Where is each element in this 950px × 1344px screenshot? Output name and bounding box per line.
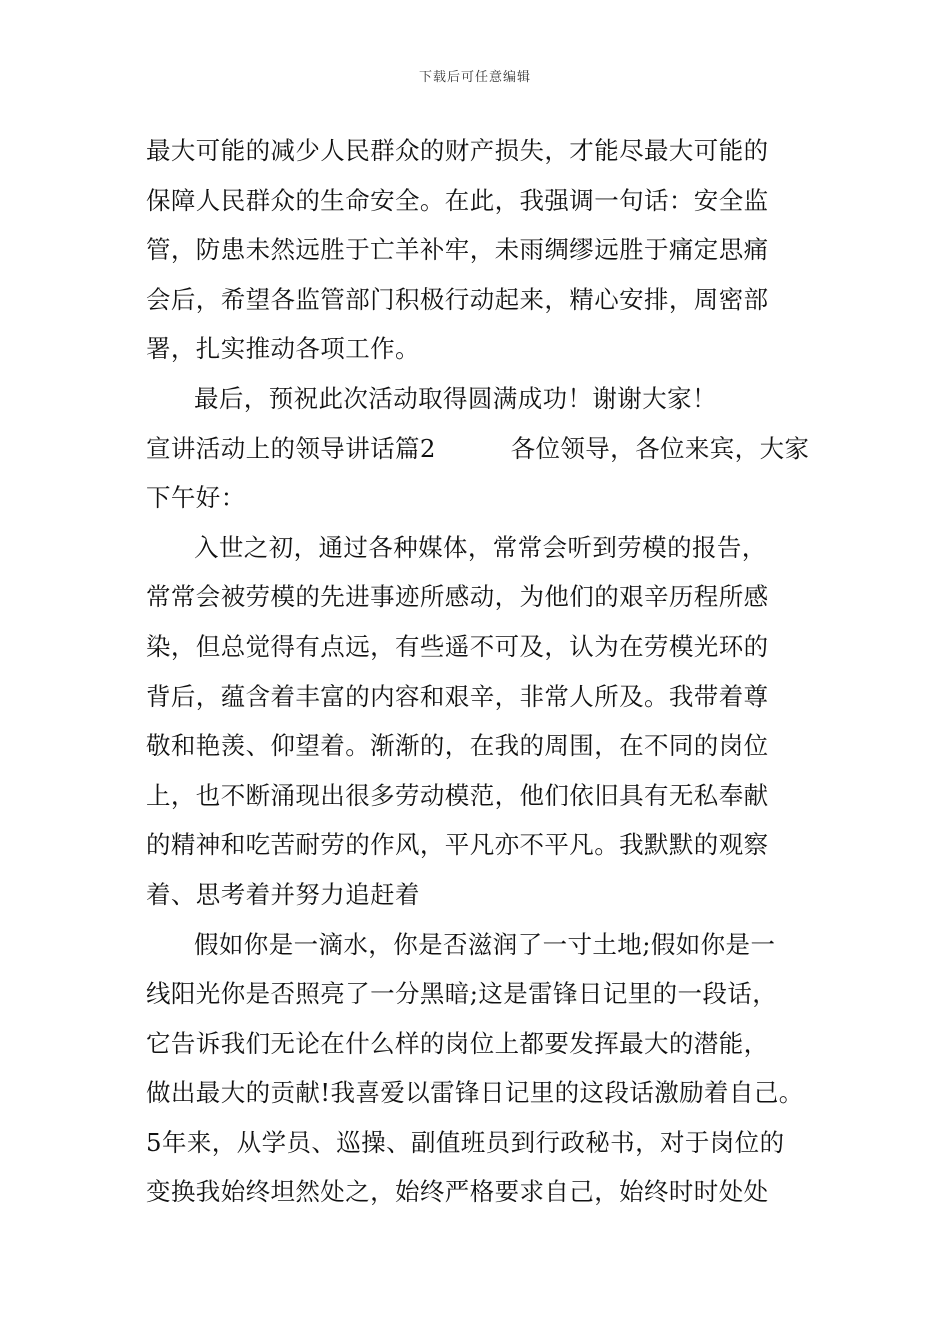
- body-line: 会后，希望各监管部门积极行动起来，精心安排，周密部: [146, 284, 769, 314]
- document-body: [146, 126, 826, 1217]
- body-line: 着、思考着并努力追赶着: [146, 879, 420, 909]
- body-line: 下午好：: [146, 483, 246, 513]
- body-line: 保障人民群众的生命安全。在此，我强调一句话：安全监: [146, 185, 769, 215]
- body-line: 入世之初，通过各种媒体，常常会听到劳模的报告，: [194, 532, 767, 562]
- body-line: 的精神和吃苦耐劳的作风，平凡亦不平凡。我默默的观察: [146, 830, 769, 860]
- body-line: 常常会被劳模的先进事迹所感动，为他们的艰辛历程所感: [146, 582, 769, 612]
- body-line: 做出最大的贡献!我喜爱以雷锋日记里的这段话激励着自己。: [146, 1078, 804, 1108]
- body-line: 敬和艳羡、仰望着。渐渐的，在我的周围，在不同的岗位: [146, 731, 769, 761]
- body-line: 管，防患未然远胜于亡羊补牢，未雨绸缪远胜于痛定思痛: [146, 235, 769, 265]
- body-line: 线阳光你是否照亮了一分黑暗;这是雷锋日记里的一段话，: [146, 979, 778, 1009]
- body-line: 最后，预祝此次活动取得圆满成功！谢谢大家！: [194, 383, 717, 413]
- body-line: 变换我始终坦然处之，始终严格要求自己，始终时时处处: [146, 1177, 769, 1207]
- body-line: 背后，蕴含着丰富的内容和艰辛，非常人所及。我带着尊: [146, 681, 769, 711]
- page-header: 下载后可任意编辑: [418, 70, 531, 85]
- body-line: 染，但总觉得有点远，有些遥不可及，认为在劳模光环的: [146, 631, 769, 661]
- body-line: 它告诉我们无论在什么样的岗位上都要发挥最大的潜能，: [146, 1028, 769, 1058]
- body-line: 5年来，从学员、巡操、副值班员到行政秘书，对于岗位的: [146, 1127, 785, 1157]
- body-line: 署，扎实推动各项工作。: [146, 334, 420, 364]
- section-heading-line: 宣讲活动上的领导讲话篇2 各位领导，各位来宾，大家: [146, 433, 810, 463]
- body-line: 最大可能的减少人民群众的财产损失，才能尽最大可能的: [146, 136, 769, 165]
- body-line: 上，也不断涌现出很多劳动模范，他们依旧具有无私奉献: [146, 780, 769, 810]
- body-line: 假如你是一滴水，你是否滋润了一寸土地;假如你是一: [194, 929, 776, 959]
